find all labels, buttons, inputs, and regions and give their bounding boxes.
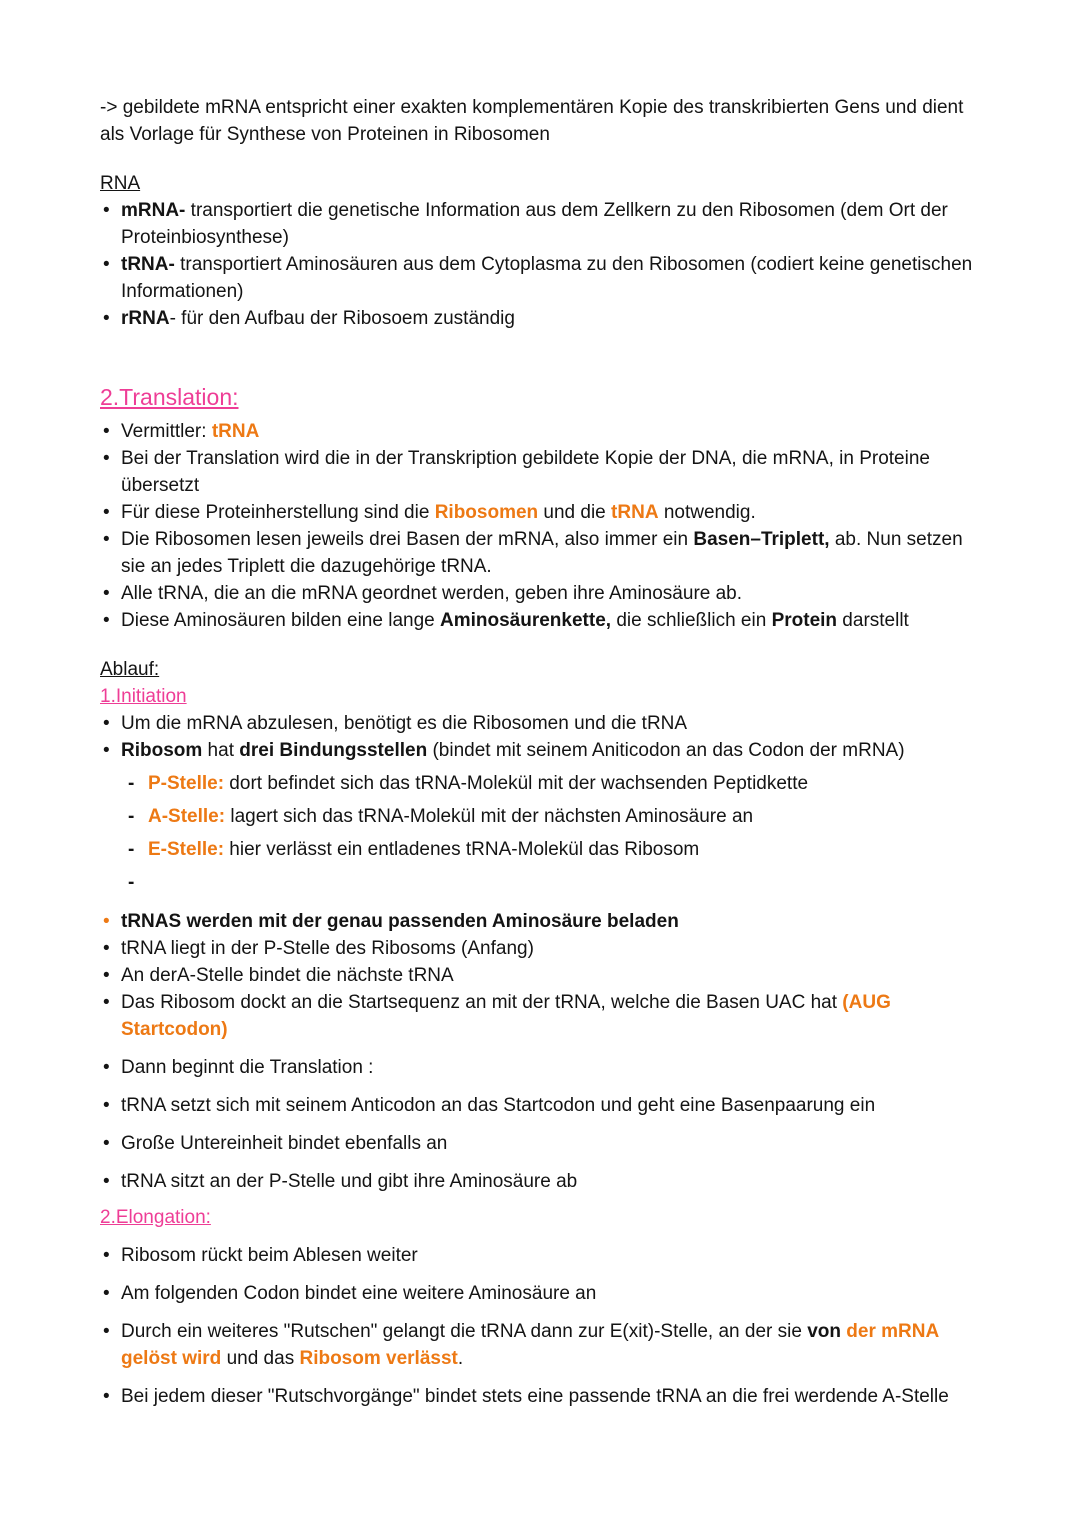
section-heading [100,170,984,197]
bullet-marker: • [103,1283,110,1304]
text-segment: An derA-Stelle bindet die nächste tRNA [121,965,454,986]
bullet-list-item [100,962,984,989]
bullet-marker: • [103,1321,110,1342]
bullet-marker: • [103,200,110,221]
bullet-list-item [100,499,984,526]
text-segment: tRNA liegt in der P-Stelle des Ribosoms (Anfang) [121,938,534,959]
text-segment: A-Stelle: [148,806,226,827]
text-segment: Das Ribosom dockt an die Startsequenz an mit der tRNA, welche die Basen UAC hat [121,992,843,1013]
dash-marker: - [128,839,135,860]
text-segment: tRNA [611,502,659,523]
bullet-marker: • [103,1245,110,1266]
text-segment: Bei jedem dieser "Rutschvorgänge" bindet stets eine passende tRNA an die frei werdende A-Stelle [121,1386,949,1407]
bullet-marker: • [103,1171,110,1192]
text-segment: Ribosom verlässt [299,1348,458,1369]
text-segment: hat [202,740,240,761]
bullet-marker: • [103,583,110,604]
bullet-list-item [100,908,984,935]
bullet-text [121,908,984,935]
dash-text [148,836,984,863]
bullet-list-item [100,251,984,305]
bullet-text [121,962,984,989]
bullet-list-item [100,1318,984,1372]
dash-list-item [128,836,984,863]
bullet-marker: • [103,254,110,275]
text-segment: E-Stelle: [148,839,225,860]
text-segment: Alle tRNA, die an die mRNA geordnet werden, geben ihre Aminosäure ab. [121,583,743,604]
bullet-list-item [100,418,984,445]
bullet-marker: • [103,529,110,550]
text-segment: P-Stelle: [148,773,225,794]
bullet-marker: • [103,1133,110,1154]
text-segment: tRNA setzt sich mit seinem Anticodon an das Startcodon und geht eine Basenpaarung ein [121,1095,876,1116]
bullet-list-item [100,1242,984,1269]
bullet-marker: • [103,502,110,523]
section-heading [100,683,984,710]
section-heading [100,656,984,683]
bullet-marker: • [103,448,110,469]
bullet-marker: • [103,965,110,986]
dash-marker: - [128,773,135,794]
bullet-marker: • [103,992,110,1013]
text-segment: der mRNA gelöst wird [121,1321,939,1369]
bullet-text [121,737,984,764]
text-segment: tRNA sitzt an der P-Stelle und gibt ihre Aminosäure ab [121,1171,578,1192]
vertical-gap [100,896,984,908]
bullet-list-item [100,580,984,607]
bullet-list-item [100,710,984,737]
text-segment: drei Bindungsstellen [239,740,428,761]
text-segment: Die Ribosomen lesen jeweils drei Basen der mRNA, also immer ein [121,529,694,550]
vertical-gap [100,148,984,170]
bullet-marker: • [103,1095,110,1116]
bullet-marker: • [103,1386,110,1407]
bullet-marker: • [103,1057,110,1078]
text-segment: Durch ein weiteres "Rutschen" gelangt die tRNA dann zur E(xit)-Stelle, an der sie [121,1321,808,1342]
text-segment: tRNA [211,421,260,442]
text-segment: Ribosom rückt beim Ablesen weiter [121,1245,418,1266]
text-segment: und die [538,502,612,523]
section-heading [100,382,984,412]
dash-list-item [128,803,984,830]
text-segment: Ablauf: [100,659,160,680]
text-segment: Vermittler: [121,421,212,442]
text-segment: 2.Translation: [100,384,239,410]
bullet-list-item [100,989,984,1043]
text-segment: die schließlich ein [611,610,772,631]
bullet-list-item [100,1054,984,1081]
bullet-text [121,305,984,332]
text-segment: transportiert die genetische Information aus dem Zellkern zu den Ribosomen (dem Ort der Proteinbiosynthese) [121,200,948,248]
bullet-text [121,1130,984,1157]
bullet-text [121,499,984,526]
text-segment: hier verlässt ein entladenes tRNA-Molekül das Ribosom [224,839,700,860]
text-segment: . [457,1348,464,1369]
dash-marker: - [128,806,135,827]
text-segment: rRNA [121,308,170,329]
bullet-text [121,1054,984,1081]
text-segment: Am folgenden Codon bindet eine weitere Aminosäure an [121,1283,597,1304]
text-segment: Um die mRNA abzulesen, benötigt es die Ribosomen und die tRNA [121,713,688,734]
bullet-marker: • [103,308,110,329]
section-heading [100,1204,984,1231]
bullet-list-item [100,197,984,251]
text-segment: Ribosom [121,740,203,761]
bullet-list-item [100,737,984,764]
bullet-text [121,1092,984,1119]
bullet-text [121,580,984,607]
text-segment: lagert sich das tRNA-Molekül mit der nächsten Aminosäure an [225,806,754,827]
bullet-text [121,1242,984,1269]
bullet-text [121,197,984,251]
vertical-gap [100,332,984,382]
bullet-list-item [100,1092,984,1119]
text-segment: transportiert Aminosäuren aus dem Cytoplasma zu den Ribosomen (codiert keine genetischen Informationen) [121,254,973,302]
text-segment: Bei der Translation wird die in der Transkription gebildete Kopie der DNA, die mRNA, in Proteine übersetzt [121,448,930,496]
dash-list-item [128,869,984,896]
bullet-text [121,710,984,737]
text-segment: Basen–Triplett, [693,529,830,550]
orange-bullet-marker: • [103,911,110,932]
bullet-text [121,607,984,634]
bullet-list-item [100,607,984,634]
text-segment: notwendig. [658,502,756,523]
text-segment: dort befindet sich das tRNA-Molekül mit der wachsenden Peptidkette [224,773,809,794]
text-segment: Diese Aminosäuren bilden eine lange [121,610,440,631]
text-segment: und das [221,1348,300,1369]
bullet-marker: • [103,938,110,959]
text-segment: Dann beginnt die Translation : [121,1057,374,1078]
bullet-list-item [100,305,984,332]
text-segment: 1.Initiation [100,686,187,707]
text-segment: 2.Elongation: [100,1207,211,1228]
bullet-list-item [100,1280,984,1307]
text-segment: -> gebildete mRNA entspricht einer exakten komplementären Kopie des transkribierten Gens und dient als Vorlage für Synthese von Proteinen in Ribosomen [100,97,964,145]
bullet-text [121,526,984,580]
paragraph [100,94,984,148]
text-segment: Für diese Proteinherstellung sind die [121,502,435,523]
bullet-list-item [100,1130,984,1157]
dash-text [148,803,984,830]
text-segment: Protein [771,610,838,631]
text-segment: Große Untereinheit bindet ebenfalls an [121,1133,448,1154]
bullet-text [121,989,984,1043]
bullet-marker: • [103,713,110,734]
dash-text [148,770,984,797]
text-segment: darstellt [837,610,909,631]
text-segment: von [807,1321,847,1342]
dash-marker: - [128,872,135,893]
bullet-text [121,935,984,962]
bullet-text [121,418,984,445]
bullet-list-item [100,1168,984,1195]
text-segment: RNA [100,173,141,194]
text-segment: tRNAS werden mit der genau passenden Aminosäure beladen [121,911,679,932]
text-segment: Aminosäurenkette, [440,610,612,631]
bullet-marker: • [103,610,110,631]
text-segment: ab. Nun setzen sie an jedes Triplett die dazugehörige tRNA. [121,529,963,577]
document-body [100,94,984,1410]
bullet-list-item [100,445,984,499]
bullet-text [121,1318,984,1372]
text-segment: Ribosomen [434,502,539,523]
bullet-marker: • [103,740,110,761]
bullet-text [121,1280,984,1307]
text-segment: - für den Aufbau der Ribosoem zuständig [169,308,515,329]
vertical-gap [100,634,984,656]
bullet-list-item [100,935,984,962]
bullet-list-item [100,526,984,580]
text-segment: tRNA- [121,254,175,275]
text-segment: (AUG Startcodon) [121,992,891,1040]
text-segment: mRNA- [121,200,186,221]
bullet-text [121,251,984,305]
bullet-text [121,1383,984,1410]
dash-list-item [128,770,984,797]
text-segment: (bindet mit seinem Aniticodon an das Codon der mRNA) [427,740,905,761]
bullet-list-item [100,1383,984,1410]
bullet-marker: • [103,421,110,442]
bullet-text [121,1168,984,1195]
bullet-text [121,445,984,499]
